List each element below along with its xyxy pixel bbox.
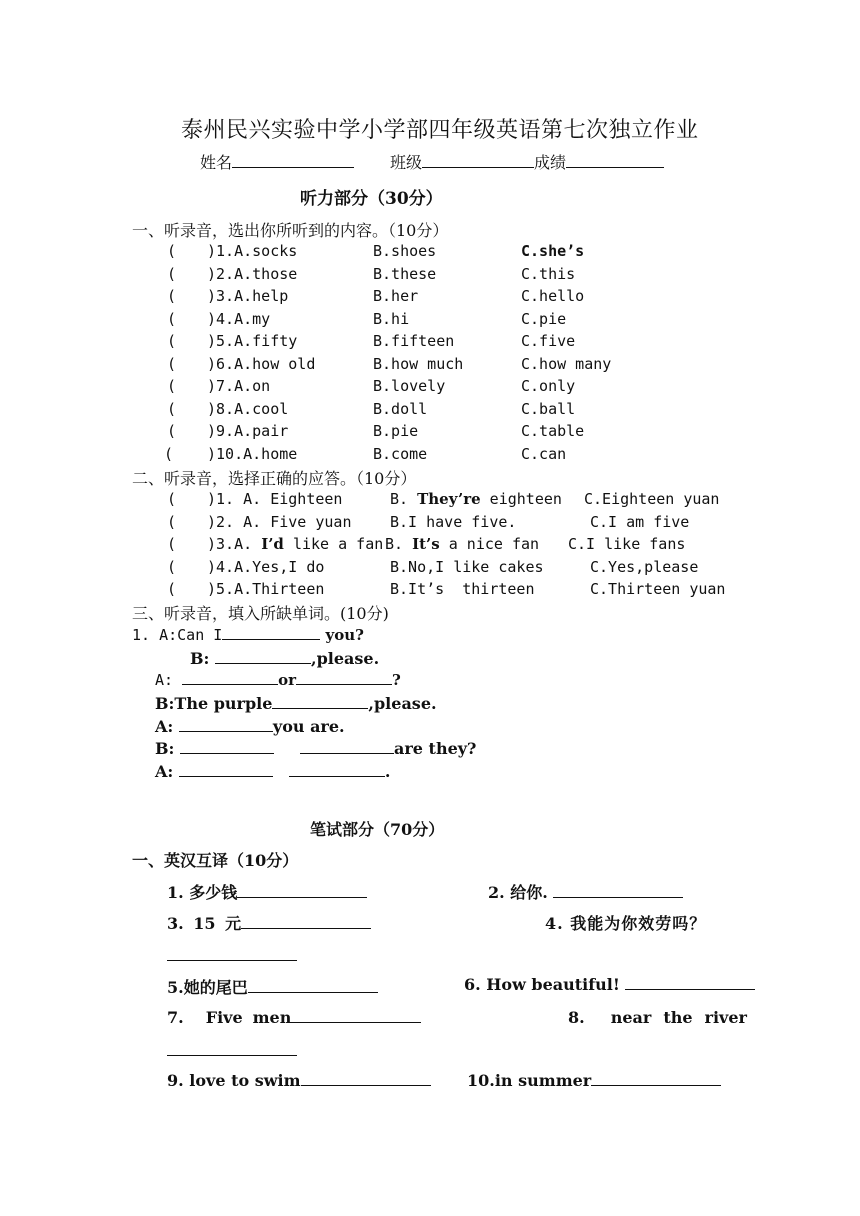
s1-paren: (: [167, 287, 177, 305]
s1-option-b: B.these: [373, 264, 437, 283]
listening-title: 听力部分（30分）: [300, 189, 443, 209]
s1-option-a: )2.A.those: [207, 264, 298, 283]
s2-q1-option-a: )1. A. Eighteen: [207, 490, 343, 508]
name-blank: [232, 153, 354, 168]
translation-item-3: 3. 15 元: [167, 911, 371, 934]
translation-item-5: 5.她的尾巴: [167, 975, 378, 998]
s1-option-c: C.ball: [521, 399, 576, 418]
s1-option-a: )4.A.my: [207, 309, 271, 328]
s1-option-c: C.hello: [521, 287, 585, 305]
s2-q5-option-b: B.It’s thirteen: [390, 580, 535, 598]
s2-q5-option-c: C.Thirteen yuan: [590, 580, 726, 598]
s1-option-b: B.her: [373, 287, 419, 305]
translation-item-6: 6. How beautiful!: [464, 975, 755, 994]
s1-option-b: B.come: [373, 444, 428, 463]
s1-option-b: B.hi: [373, 309, 410, 328]
s2-q2-option-c: C.I am five: [590, 513, 690, 531]
s1-option-c: C.pie: [521, 309, 567, 328]
score-blank: [566, 153, 664, 168]
s1-option-a: )1.A.socks: [207, 242, 298, 260]
translation-item-4-blank: [167, 946, 297, 961]
translation-item-10: 10.in summer: [467, 1071, 721, 1090]
s1-paren: (: [167, 354, 177, 373]
s1-option-a: )7.A.on: [207, 377, 271, 395]
s1-option-b: B.pie: [373, 422, 419, 440]
s2-q3-option-a: )3.A. I’d like a fan: [207, 535, 384, 553]
s1-option-a: )10.A.home: [207, 444, 298, 463]
written-section1-heading: 一、英汉互译（10分）: [132, 851, 299, 870]
section2-heading: 二、听录音，选择正确的应答。（10分）: [132, 469, 417, 488]
class-blank: [422, 153, 534, 168]
s1-option-b: B.doll: [373, 399, 428, 418]
s1-option-a: )6.A.how old: [207, 354, 316, 373]
s1-option-c: C.this: [521, 264, 576, 283]
s1-option-b: B.lovely: [373, 377, 446, 395]
s1-option-b: B.shoes: [373, 242, 437, 260]
translation-item-4: 4. 我能为你效劳吗？: [545, 914, 707, 933]
dialog-line-7: A: .: [155, 762, 391, 781]
s1-paren: (: [167, 264, 177, 283]
s2-paren-1: (: [167, 490, 177, 508]
s1-option-c: C.she’s: [521, 242, 585, 260]
s1-option-b: B.fifteen: [373, 332, 455, 350]
s2-q3-option-b: B. It’s a nice fan: [385, 535, 540, 553]
s2-paren-4: (: [167, 558, 177, 576]
dialog-line-2: B: ,please.: [190, 649, 380, 668]
s2-q4-option-c: C.Yes,please: [590, 558, 699, 576]
s1-paren: (: [167, 377, 177, 395]
s1-paren: (: [167, 242, 177, 260]
section1-heading: 一、听录音，选出你所听到的内容。（10分）: [132, 221, 449, 240]
name-field: [200, 150, 354, 173]
s2-q1-option-b: B. They’re eighteen: [390, 490, 562, 508]
s2-paren-5: (: [167, 580, 177, 598]
s1-option-a: )8.A.cool: [207, 399, 289, 418]
name-label: 姓名: [200, 153, 233, 172]
s1-option-c: C.table: [521, 422, 585, 440]
class-label: 班级: [390, 153, 423, 172]
s2-q4-option-a: )4.A.Yes,I do: [207, 558, 325, 576]
dialog-line-1: 1. A:Can I you?: [132, 626, 364, 644]
translation-item-2: 2. 给你.: [488, 880, 683, 903]
s2-q3-option-c: C.I like fans: [568, 535, 686, 553]
s1-option-b: B.how much: [373, 354, 464, 373]
section3-heading: 三、听录音，填入所缺单词。(10分): [132, 604, 389, 623]
s2-q5-option-a: )5.A.Thirteen: [207, 580, 325, 598]
translation-item-1: 1. 多少钱: [167, 880, 367, 903]
translation-item-9: 9. love to swim: [167, 1071, 431, 1090]
dialog-line-3: A: or ?: [155, 671, 401, 689]
s1-paren: (: [167, 399, 177, 418]
s1-option-c: C.five: [521, 332, 576, 350]
s1-option-a: )5.A.fifty: [207, 332, 298, 350]
s2-q2-option-a: )2. A. Five yuan: [207, 513, 352, 531]
class-field: [390, 150, 664, 173]
s2-paren-3: (: [167, 535, 177, 553]
s1-option-a: )9.A.pair: [207, 422, 289, 440]
s1-option-c: C.can: [521, 444, 567, 463]
s1-option-c: C.only: [521, 377, 576, 395]
translation-item-7: 7. Five men: [167, 1008, 421, 1027]
translation-item-8-blank: [167, 1041, 297, 1056]
s2-q4-option-b: B.No,I like cakes: [390, 558, 544, 576]
s1-option-c: C.how many: [521, 354, 612, 373]
s1-paren: (: [164, 444, 174, 463]
s1-paren: (: [167, 309, 177, 328]
dialog-line-5: A: you are.: [155, 717, 345, 736]
s1-paren: (: [167, 332, 177, 350]
s1-paren: (: [167, 422, 177, 440]
dialog-line-6: B: are they?: [155, 739, 477, 758]
s2-paren-2: (: [167, 513, 177, 531]
score-label: 成绩: [534, 153, 567, 172]
s2-q1-option-c: C.Eighteen yuan: [584, 490, 720, 508]
written-title: 笔试部分（70分）: [310, 820, 445, 839]
s1-option-a: )3.A.help: [207, 287, 289, 305]
dialog-line-4: B:The purple ,please.: [155, 694, 437, 713]
s2-q2-option-b: B.I have five.: [390, 513, 517, 531]
page-title: 泰州民兴实验中学小学部四年级英语第七次独立作业: [181, 118, 699, 143]
translation-item-8: 8. near the river: [568, 1008, 747, 1027]
